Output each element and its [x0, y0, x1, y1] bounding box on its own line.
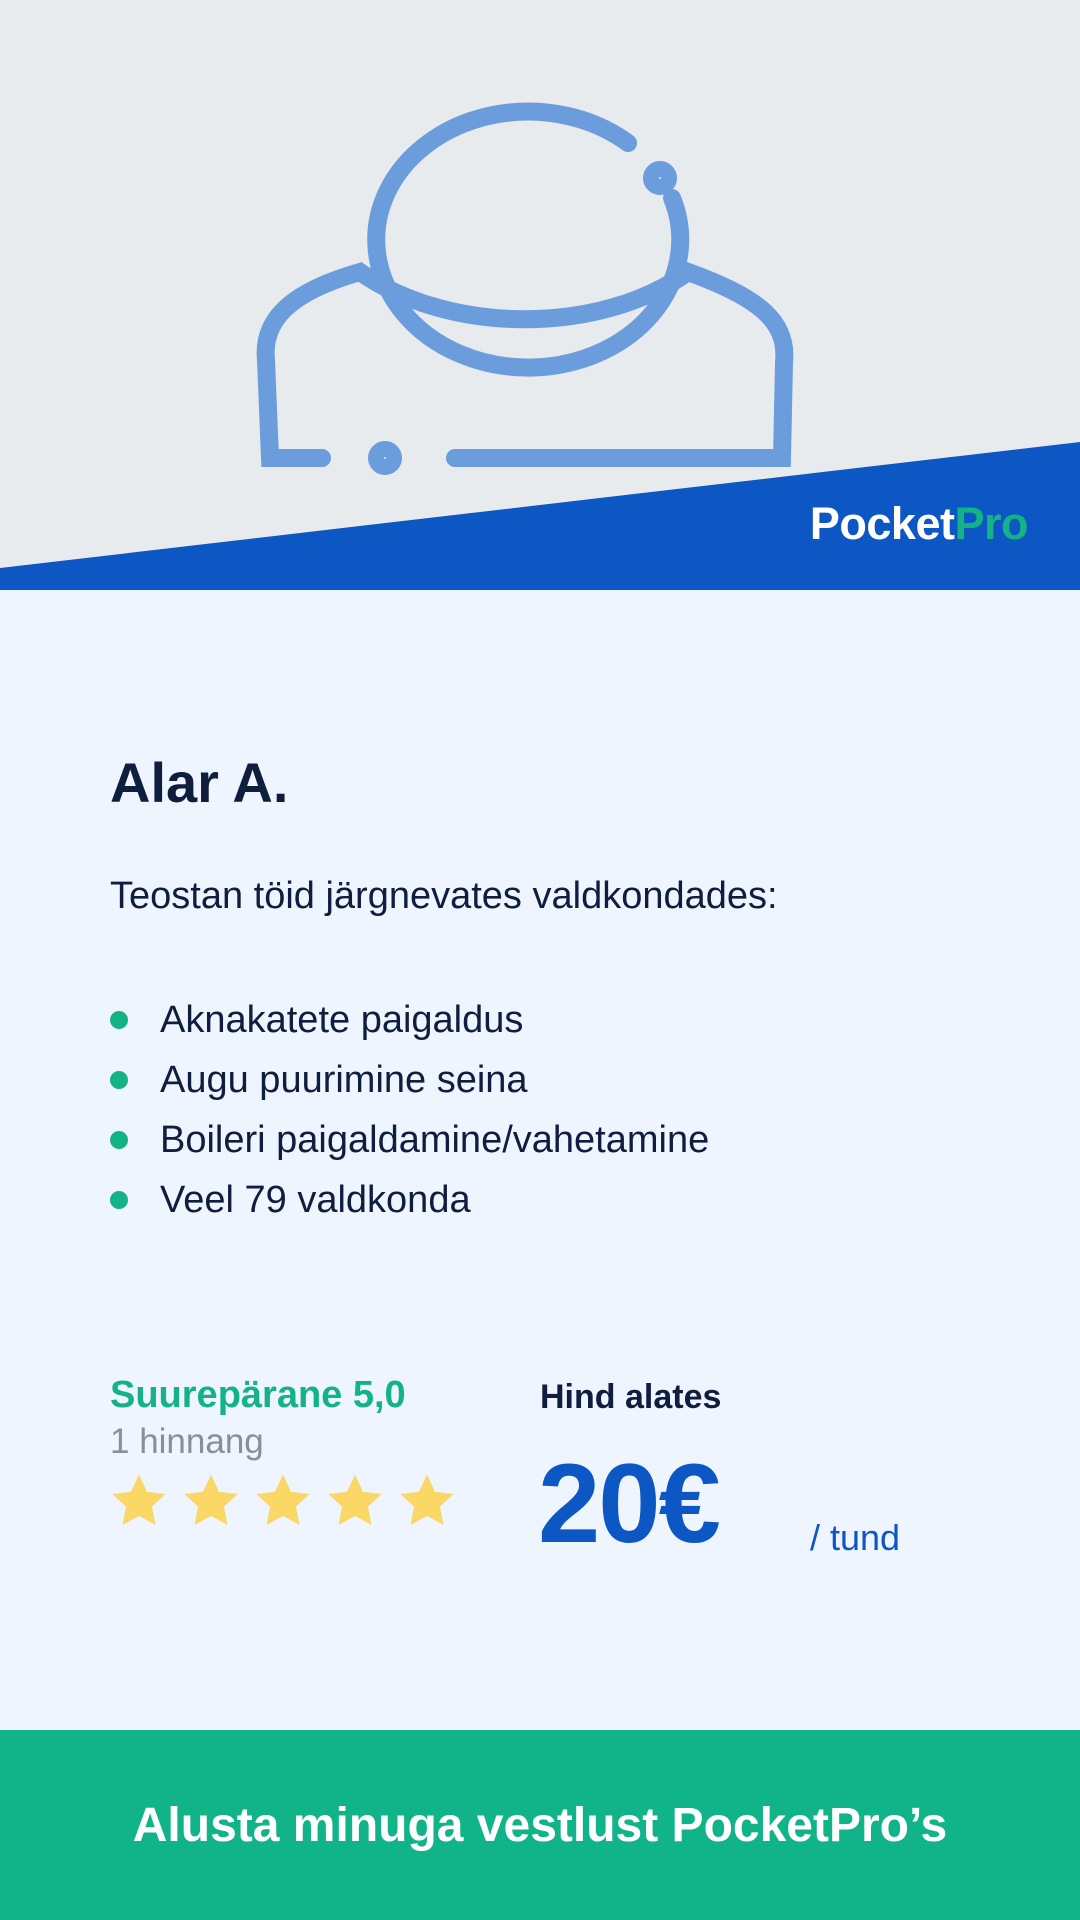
star-icon — [108, 1470, 170, 1532]
price-amount: 20€ — [538, 1441, 719, 1566]
profile-name: Alar A. — [110, 751, 289, 814]
rating-title: Suurepärane 5,0 — [110, 1374, 406, 1416]
star-rating — [108, 1470, 458, 1532]
bullet-dot — [110, 1011, 128, 1029]
service-item — [110, 990, 709, 1050]
services-list — [110, 990, 709, 1230]
pocketpro-logo: PocketPro — [809, 498, 1028, 549]
service-label: Augu puurimine seina — [160, 1059, 528, 1101]
price-unit: / tund — [810, 1517, 901, 1558]
price-label: Hind alates — [540, 1378, 722, 1416]
service-label: Veel 79 valdkonda — [160, 1179, 471, 1221]
hero-banner — [0, 0, 1080, 590]
bullet-dot — [110, 1191, 128, 1209]
star-icon — [396, 1470, 458, 1532]
bullet-dot — [110, 1071, 128, 1089]
service-label: Aknakatete paigaldus — [160, 999, 524, 1041]
start-chat-button[interactable] — [0, 1730, 1080, 1920]
star-icon — [252, 1470, 314, 1532]
bullet-dot — [110, 1131, 128, 1149]
service-item — [110, 1050, 709, 1110]
star-icon — [180, 1470, 242, 1532]
service-item — [110, 1170, 709, 1230]
rating-count: 1 hinnang — [110, 1422, 264, 1461]
service-label: Boileri paigaldamine/vahetamine — [160, 1119, 710, 1161]
star-icon — [324, 1470, 386, 1532]
service-item — [110, 1110, 709, 1170]
profile-intro: Teostan töid järgnevates valdkondades: — [110, 875, 778, 917]
start-chat-label: Alusta minuga vestlust PocketPro’s — [132, 1798, 948, 1852]
